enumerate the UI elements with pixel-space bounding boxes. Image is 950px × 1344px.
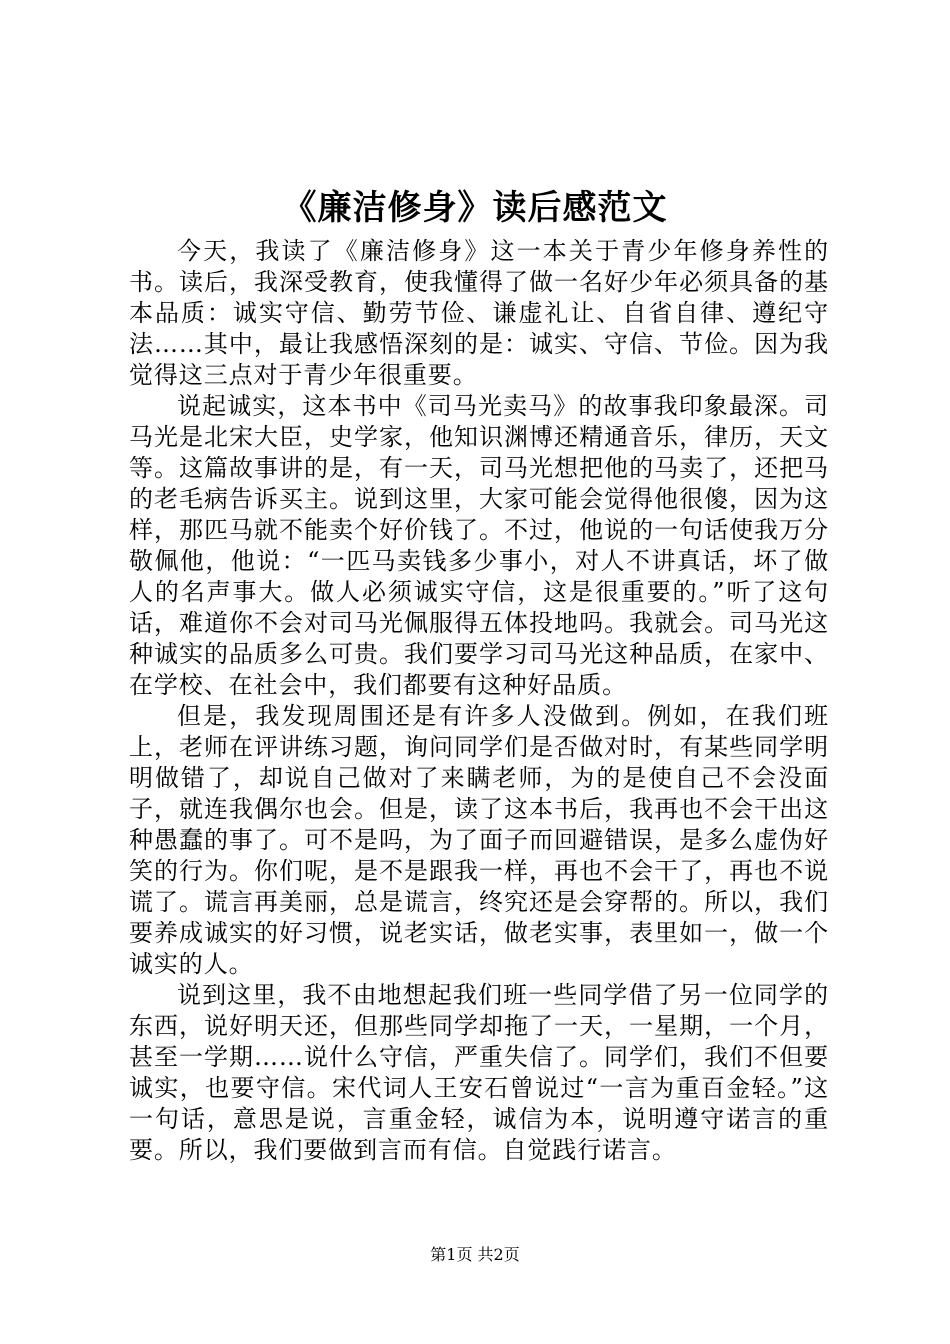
paragraph-3: 但是，我发现周围还是有许多人没做到。例如，在我们班上，老师在评讲练习题，询问同学们是否做对时，有某些同学明明做错了，却说自己做对了来瞒老师，为的是使自己不会没面子，就连我偶尔也会。但是，读了这本书后，我再也不会干出这种愚蠢的事了。可不是吗，为了面子而回避错误，是多么虚伪好笑的行为。你们呢，是不是跟我一样，再也不会干了，再也不说谎了。谎言再美丽，总是谎言，终究还是会穿帮的。所以，我们要养成诚实的好习惯，说老实话，做老实事，表里如一，做一个诚实的人。 (129, 702, 829, 978)
paragraph-4: 说到这里，我不由地想起我们班一些同学借了另一位同学的东西，说好明天还，但那些同学却拖了一天，一星期，一个月，甚至一学期……说什么守信，严重失信了。同学们，我们不但要诚实，也要守信。宋代词人王安石曾说过“一言为重百金轻。”这一句话，意思是说，言重金轻，诚信为本，说明遵守诺言的重要。所以，我们要做到言而有信。自觉践行诺言。 (129, 981, 829, 1164)
document-body (129, 236, 829, 1166)
page-footer: 第1页 共2页 (430, 1245, 520, 1264)
document-title: 《廉洁修身》读后感范文 (282, 188, 668, 228)
paragraph-2: 说起诚实，这本书中《司马光卖马》的故事我印象最深。司马光是北宋大臣，史学家，他知识渊博还精通音乐，律历，天文等。这篇故事讲的是，有一天，司马光想把他的马卖了，还把马的老毛病告诉买主。说到这里，大家可能会觉得他很傻，因为这样，那匹马就不能卖个好价钱了。不过，他说的一句话使我万分敬佩他，他说：“一匹马卖钱多少事小，对人不讲真话，坏了做人的名声事大。做人必须诚实守信，这是很重要的。”听了这句话，难道你不会对司马光佩服得五体投地吗。我就会。司马光这种诚实的品质多么可贵。我们要学习司马光这种品质，在家中、在学校、在社会中，我们都要有这种好品质。 (129, 392, 829, 699)
paragraph-1: 今天，我读了《廉洁修身》这一本关于青少年修身养性的书。读后，我深受教育，使我懂得了做一名好少年必须具备的基本品质：诚实守信、勤劳节俭、谦虚礼让、自省自律、遵纪守法……其中，最让我感悟深刻的是：诚实、守信、节俭。因为我觉得这三点对于青少年很重要。 (129, 237, 829, 389)
